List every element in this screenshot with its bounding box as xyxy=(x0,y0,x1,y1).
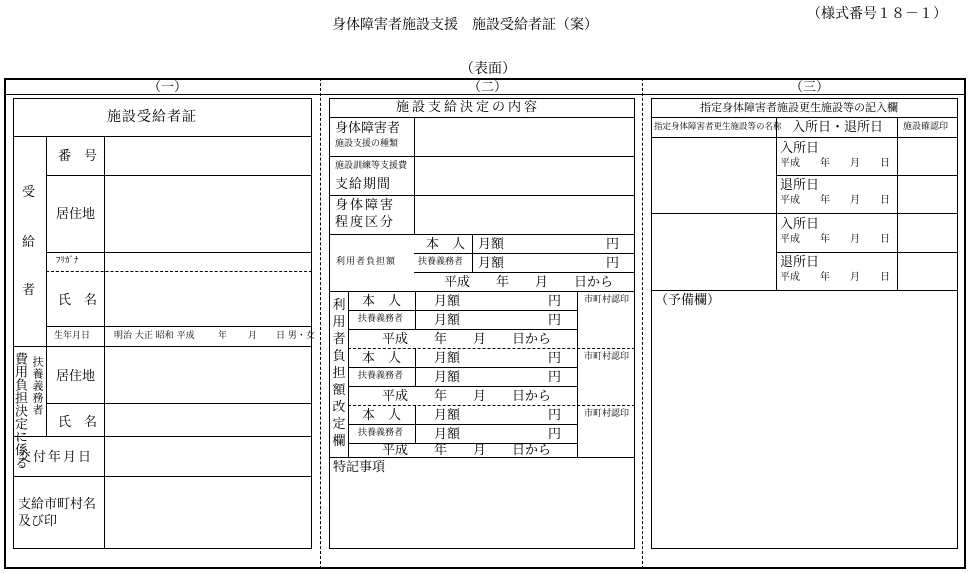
period-label-1: 施設訓練等支援費 xyxy=(335,161,408,171)
rev2-from-date: 平成 年 月 日から xyxy=(382,389,552,404)
form-number: （様式番号１８－１） xyxy=(807,6,947,22)
rev2-dependent-label: 扶養義務者 xyxy=(358,371,404,381)
burden-self-yen: 円 xyxy=(606,237,620,252)
rev3-self-yen: 円 xyxy=(548,408,562,423)
issue-date-label: 交付年月日 xyxy=(18,450,94,465)
recipient-char-1: 受 xyxy=(22,185,36,200)
address-label: 居住地 xyxy=(56,207,96,222)
section1-heading: （一） xyxy=(148,80,188,95)
side-label: （表面） xyxy=(460,61,516,77)
guardian-address-label: 居住地 xyxy=(56,369,96,384)
birth-label: 生年月日 xyxy=(54,331,91,341)
burden-dependent-label: 扶養義務者 xyxy=(418,257,464,267)
guardian-label-a: 扶養義務者 xyxy=(31,356,44,416)
birth-month: 月 xyxy=(248,331,258,341)
section3-heading: （三） xyxy=(790,80,830,95)
furigana-label: ﾌﾘｶﾞﾅ xyxy=(56,256,79,266)
rev3-seal-label: 市町村認印 xyxy=(584,409,630,419)
rev2-self-monthly: 月額 xyxy=(434,351,461,366)
col-seal-header: 施設確認印 xyxy=(903,122,949,132)
rev2-dependent-monthly: 月額 xyxy=(434,370,461,385)
municipality-label-2: 及び印 xyxy=(18,514,58,529)
rev3-self-monthly: 月額 xyxy=(434,408,461,423)
service-type-label-2: 施設支援の種類 xyxy=(335,139,399,149)
rev3-from-date: 平成 年 月 日から xyxy=(382,443,552,458)
reserve-label: （予備欄） xyxy=(655,293,721,308)
birth-year: 年 xyxy=(218,331,228,341)
rev1-dependent-yen: 円 xyxy=(548,313,562,328)
rev1-self-label: 本 人 xyxy=(362,294,402,309)
recipient-char-3: 者 xyxy=(22,283,36,298)
rev2-dependent-yen: 円 xyxy=(548,370,562,385)
form-title: 身体障害者施設支援 施設受給者証（案） xyxy=(332,17,598,33)
burden-label: 利用者負担額 xyxy=(336,257,397,267)
decision-title: 施設支給決定の内容 xyxy=(396,100,541,115)
section2-heading: （二） xyxy=(468,80,508,95)
burden-dependent-monthly: 月額 xyxy=(478,256,505,271)
rev2-self-label: 本 人 xyxy=(362,351,402,366)
disability-label-2: 程度区分 xyxy=(335,215,396,230)
recipient-certificate-card xyxy=(13,98,312,549)
col-dates-header: 入所日・退所日 xyxy=(792,120,884,135)
section-divider-1 xyxy=(320,78,321,569)
card-title: 施設受給者証 xyxy=(107,109,197,125)
municipality-label-1: 支給市町村名 xyxy=(18,497,97,512)
rev3-dependent-label: 扶養義務者 xyxy=(358,428,404,438)
disability-label-1: 身体障害 xyxy=(335,198,396,213)
rev3-self-label: 本 人 xyxy=(362,408,402,423)
revision-column-label: 利 用 者 負 担 額 改 定 欄 xyxy=(332,298,346,449)
section-divider-2 xyxy=(642,78,643,569)
admission-label-1: 入所日 xyxy=(780,141,820,156)
discharge-date-2: 平成 年 月 日 xyxy=(780,272,890,283)
burden-self-label: 本 人 xyxy=(426,237,466,252)
rev1-self-monthly: 月額 xyxy=(434,294,461,309)
period-label-2: 支給期間 xyxy=(335,177,392,192)
facility-table-title: 指定身体障害者施設更生施設等の記入欄 xyxy=(700,101,898,114)
service-type-label-1: 身体障害者 xyxy=(335,121,401,136)
burden-from-date: 平成 年 月 日から xyxy=(444,275,614,290)
number-label: 番 号 xyxy=(58,149,98,164)
rev2-self-yen: 円 xyxy=(548,351,562,366)
admission-date-2: 平成 年 月 日 xyxy=(780,234,890,245)
burden-dependent-yen: 円 xyxy=(606,256,620,271)
recipient-char-2: 給 xyxy=(22,235,36,250)
discharge-date-1: 平成 年 月 日 xyxy=(780,195,890,206)
rev3-dependent-yen: 円 xyxy=(548,427,562,442)
discharge-label-1: 退所日 xyxy=(780,178,820,193)
admission-label-2: 入所日 xyxy=(780,217,820,232)
guardian-label-b: 費用負担決定に係る xyxy=(12,352,27,469)
rev1-from-date: 平成 年 月 日から xyxy=(382,332,552,347)
burden-self-monthly: 月額 xyxy=(478,237,505,252)
rev1-dependent-monthly: 月額 xyxy=(434,313,461,328)
admission-date-1: 平成 年 月 日 xyxy=(780,158,890,169)
rev1-seal-label: 市町村認印 xyxy=(584,295,630,305)
rev3-dependent-monthly: 月額 xyxy=(434,427,461,442)
rev1-dependent-label: 扶養義務者 xyxy=(358,314,404,324)
rev1-self-yen: 円 xyxy=(548,294,562,309)
rev2-seal-label: 市町村認印 xyxy=(584,352,630,362)
birth-eras: 明治 大正 昭和 平成 xyxy=(114,331,195,341)
birth-day-sex: 日 男・女 xyxy=(276,331,315,341)
guardian-name-label: 氏 名 xyxy=(58,415,98,430)
discharge-label-2: 退所日 xyxy=(780,255,820,270)
remarks-label: 特記事項 xyxy=(333,460,386,475)
col-facility-header: 指定身体障害者更生施設等の名称 xyxy=(654,122,782,132)
name-label: 氏 名 xyxy=(58,293,98,308)
